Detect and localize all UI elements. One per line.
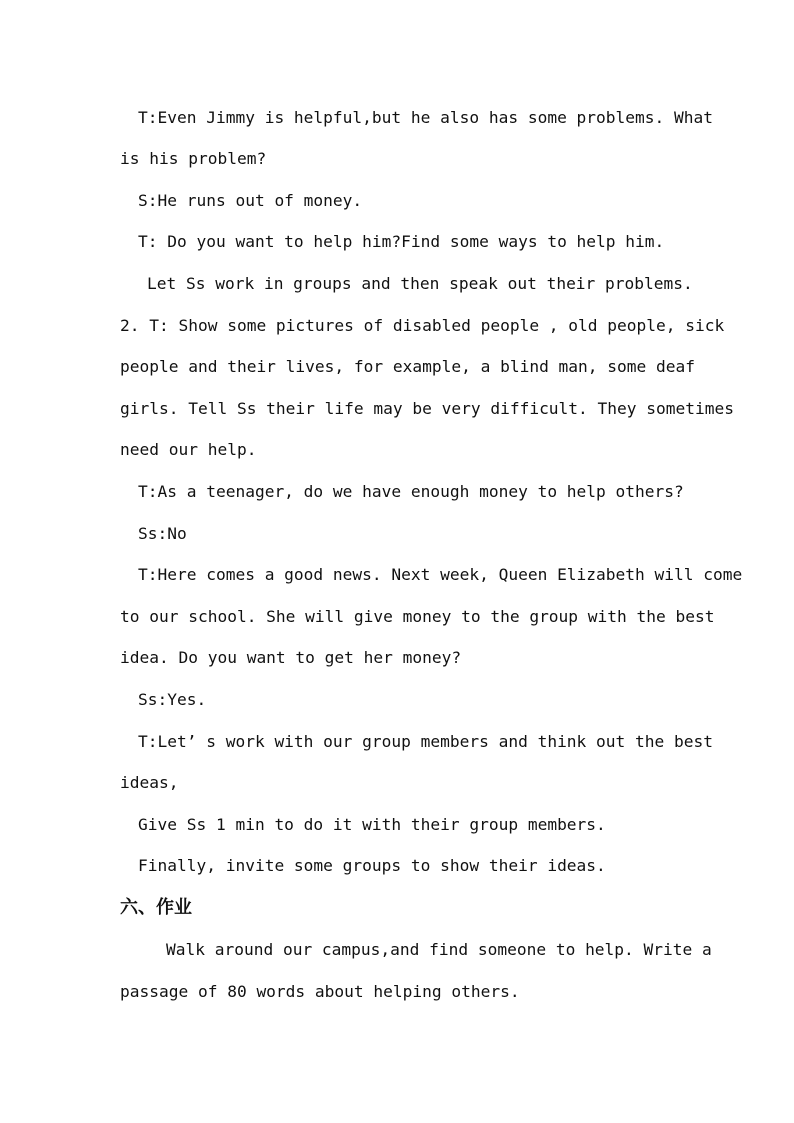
paragraph-line: idea. Do you want to get her money?: [120, 648, 462, 667]
section-heading: 六、作业: [120, 897, 192, 918]
paragraph-line: people and their lives, for example, a blind man, some deaf: [120, 357, 695, 376]
paragraph-line: ideas,: [120, 773, 179, 792]
homework-line: Walk around our campus,and find someone to help. Write a: [166, 940, 712, 959]
paragraph-line: girls. Tell Ss their life may be very difficult. They sometimes: [120, 399, 734, 418]
paragraph-line: Let Ss work in groups and then speak out their problems.: [147, 274, 693, 293]
paragraph-line: T:Here comes a good news. Next week, Queen Elizabeth will come: [138, 565, 743, 584]
paragraph-line: T:As a teenager, do we have enough money to help others?: [138, 482, 684, 501]
paragraph-line: T:Let’ s work with our group members and think out the best: [138, 732, 713, 751]
paragraph-line: Finally, invite some groups to show their ideas.: [138, 856, 606, 875]
homework-line: passage of 80 words about helping others.: [120, 982, 520, 1001]
paragraph-line: need our help.: [120, 440, 257, 459]
paragraph-line: 2. T: Show some pictures of disabled people , old people, sick: [120, 316, 725, 335]
paragraph-line: S:He runs out of money.: [138, 191, 363, 210]
paragraph-line: T:Even Jimmy is helpful,but he also has some problems. What: [138, 108, 713, 127]
paragraph-line: is his problem?: [120, 149, 267, 168]
paragraph-line: Ss:No: [138, 524, 187, 543]
paragraph-line: Ss:Yes.: [138, 690, 207, 709]
paragraph-line: T: Do you want to help him?Find some ways to help him.: [138, 232, 665, 251]
paragraph-line: to our school. She will give money to the group with the best: [120, 607, 715, 626]
paragraph-line: Give Ss 1 min to do it with their group members.: [138, 815, 606, 834]
